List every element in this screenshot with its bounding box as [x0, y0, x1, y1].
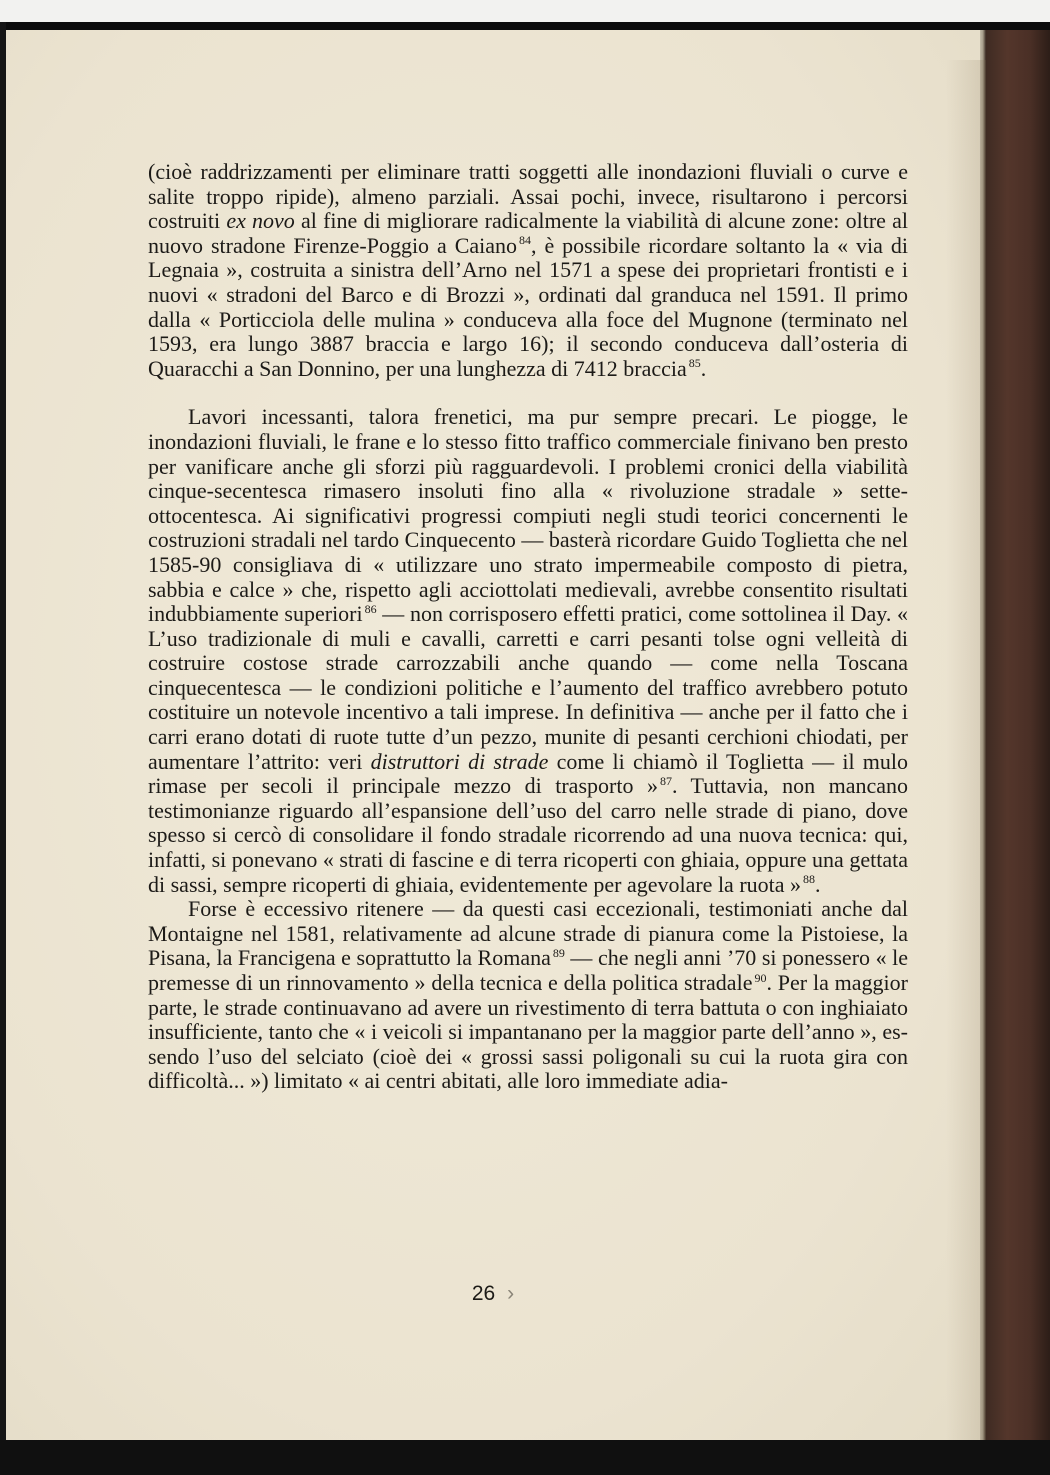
footnote-ref: 87 — [659, 773, 672, 788]
text-run: . Per la maggior parte, le strade continuavano ad avere un rivestimento di terra battuta o con inghiaiato insufficiente, tanto che « i veicoli si impantanano per la maggior parte dell’anno », essendo l’uso del selciato (cioè dei « grossi sassi poligonali su cui la ruota gira con difficoltà... ») limitato « ai centri abitati, alle loro immediate adia- — [148, 970, 908, 1094]
text-run: — non corrisposero effetti pratici, come sottolinea il Day. « L’uso tradizionale di muli e cavalli, carretti e carri pesanti tolse ogni velleità di costruire costose strade carrozzabili anche quando — come nella Toscana cinquecentesca — le condizioni politiche e l’aumento del traffico avrebbero potuto costituire un notevole incentivo a tali imprese. In definitiva — anche per il fatto che i carri erano dotati di ruote tutte d’un pezzo, munite di pesanti cerchioni chiodati, per aumentare l’attrito: veri — [148, 601, 909, 774]
text-run: , è possibile ricordare soltanto la « via di Legnaia », costruita a sinistra dell’Arno nel 1571 a spese dei proprietari frontisti e i nuovi « stradoni del Barco e di Brozzi », ordinati dal granduca nel 1591. Il primo dalla « Porticciola delle mulina » conduceva alla foce del Mugnone (terminato nel 1593, era lungo 3887 braccia e largo 16); il secondo conduceva dall’osteria di Quaracchi a San Donnino, per una lunghezza di 7412 braccia — [148, 232, 908, 381]
gutter-shadow — [946, 60, 986, 1470]
book-page — [6, 30, 980, 1440]
footnote-ref: 86 — [364, 601, 377, 616]
paragraph-3 — [148, 897, 908, 1094]
footnote-ref: 85 — [688, 356, 701, 371]
text-run: come li chiamò il Toglietta — il mulo rimase per secoli il principale mezzo di trasporto » — [148, 748, 909, 799]
margin-mark: › — [507, 1282, 515, 1305]
footnote-ref: 88 — [803, 872, 816, 887]
paragraph-2 — [148, 405, 908, 897]
scan-bottom-border — [0, 1440, 1050, 1475]
body-text — [148, 160, 908, 1094]
paragraph-1 — [148, 160, 908, 381]
text-run: . — [815, 871, 821, 897]
text-run: — che negli anni ’70 si ponessero « le premesse di un rinnovamento » della tecnica e della politica stradale — [148, 945, 908, 995]
text-run: (cioè raddrizzamenti per eliminare tratti soggetti alle inondazioni fluviali o curve e salite troppo ripide), almeno parziali. Assai pochi, invece, risultarono i percorsi costruiti — [148, 159, 908, 234]
footnote-ref: 84 — [519, 233, 532, 248]
text-run: . — [700, 355, 707, 381]
footnote-ref: 89 — [552, 946, 565, 961]
book-spine — [984, 30, 1050, 1450]
text-run: Lavori incessanti, talora frenetici, ma pur sempre precari. Le piogge, le inondazioni fluviali, le frane e lo stesso fitto traffico commerciale finivano ben presto per vanificare anche gli sforzi più ragguardevoli. I problemi cronici della viabilità cinque-secentesca rimasero insoluti fino alla « rivoluzione stradale » sette-ottocentesca. Ai significativi progressi compiuti negli studi teorici concernenti le costruzioni stradali nel tardo Cinquecento — basterà ricordare Guido Toglietta che nel 1585-90 consigliava di « utilizzare uno strato impermeabile composto di pietra, sabbia e calce » che, rispetto agli acciottolati medievali, avrebbe consentito risultati indubbiamente superiori — [148, 404, 908, 627]
text-run: al fine di migliorare radicalmente la viabilità di alcune zone: oltre al nuovo stradone Firenze-Poggio a Caiano — [148, 208, 908, 258]
footnote-ref: 90 — [754, 970, 767, 985]
page-number: 26 › — [471, 1282, 515, 1305]
text-run: . Tuttavia, non mancano testimonianze riguardo all’espansione dell’uso del carro nelle strade di piano, dove spesso si cercò di consolidare il fondo stradale ricorrendo ad una nuova tecnica: qui, infatti, si ponevano « strati di fascine e di terra ricoperti con ghiaia, oppure una gettata di sassi, sempre ricoperti di ghiaia, evidentemente per agevolare la ruota » — [148, 773, 908, 897]
text-run: Forse è eccessivo ritenere — da questi casi eccezionali, testimoniati anche dal Montaigne nel 1581, relativamente ad alcune strade di pianura come la Pistoiese, la Pisana, la Francigena e soprattutto la Romana — [148, 896, 908, 971]
italic-phrase: ex novo — [226, 208, 295, 234]
italic-phrase: distruttori di strade — [370, 748, 549, 774]
